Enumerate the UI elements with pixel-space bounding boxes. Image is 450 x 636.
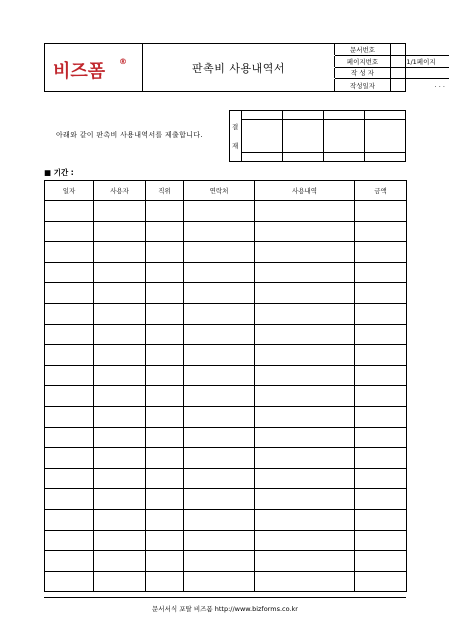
- cell-usage[interactable]: [255, 345, 355, 366]
- cell-amount[interactable]: [355, 551, 407, 572]
- cell-position[interactable]: [146, 283, 184, 304]
- cell-usage[interactable]: [255, 324, 355, 345]
- table-row: [45, 262, 407, 283]
- cell-date[interactable]: [45, 365, 94, 386]
- cell-position[interactable]: [146, 242, 184, 263]
- cell-date[interactable]: [45, 221, 94, 242]
- table-row: [45, 427, 407, 448]
- cell-amount[interactable]: [355, 283, 407, 304]
- table-row: [45, 571, 407, 592]
- cell-user[interactable]: [94, 365, 146, 386]
- cell-contact[interactable]: [184, 427, 255, 448]
- cell-contact[interactable]: [184, 262, 255, 283]
- cell-contact[interactable]: [184, 489, 255, 510]
- approval-divider: [241, 152, 405, 153]
- cell-usage[interactable]: [255, 386, 355, 407]
- meta-label: 페이지번호: [334, 56, 391, 67]
- cell-user[interactable]: [94, 345, 146, 366]
- approval-label-bottom: 재: [232, 142, 239, 150]
- table-row: [45, 489, 407, 510]
- document-header: [44, 43, 445, 92]
- cell-date[interactable]: [45, 242, 94, 263]
- cell-amount[interactable]: [355, 468, 407, 489]
- cell-amount[interactable]: [355, 345, 407, 366]
- cell-amount[interactable]: [355, 262, 407, 283]
- approval-label-top: 결: [232, 123, 239, 131]
- table-row: [45, 448, 407, 469]
- table-row: [45, 551, 407, 572]
- cell-position[interactable]: [146, 345, 184, 366]
- cell-position[interactable]: [146, 571, 184, 592]
- cell-amount[interactable]: [355, 530, 407, 551]
- cell-position[interactable]: [146, 427, 184, 448]
- cell-contact[interactable]: [184, 365, 255, 386]
- cell-date[interactable]: [45, 303, 94, 324]
- cell-position[interactable]: [146, 551, 184, 572]
- cell-usage[interactable]: [255, 530, 355, 551]
- meta-row-date: [335, 79, 449, 91]
- cell-usage[interactable]: [255, 262, 355, 283]
- cell-position[interactable]: [146, 324, 184, 345]
- approval-box: [229, 110, 406, 162]
- cell-usage[interactable]: [255, 427, 355, 448]
- header-date: 일자: [45, 181, 94, 201]
- cell-usage[interactable]: [255, 468, 355, 489]
- cell-contact[interactable]: [184, 345, 255, 366]
- meta-row-doc-number: [335, 44, 449, 56]
- cell-amount[interactable]: [355, 406, 407, 427]
- approval-divider: [241, 119, 405, 120]
- cell-user[interactable]: [94, 201, 146, 222]
- cell-usage[interactable]: [255, 489, 355, 510]
- cell-user[interactable]: [94, 427, 146, 448]
- header-position: 직위: [146, 181, 184, 201]
- footer-divider: [44, 597, 406, 598]
- table-row: [45, 283, 407, 304]
- cell-contact[interactable]: [184, 386, 255, 407]
- cell-date[interactable]: [45, 345, 94, 366]
- cell-date[interactable]: [45, 571, 94, 592]
- table-row: [45, 221, 407, 242]
- cell-user[interactable]: [94, 303, 146, 324]
- cell-contact[interactable]: [184, 406, 255, 427]
- cell-amount[interactable]: [355, 303, 407, 324]
- header-contact: 연락처: [184, 181, 255, 201]
- period-label: ■ 기간 :: [44, 168, 74, 177]
- cell-usage[interactable]: [255, 242, 355, 263]
- cell-date[interactable]: [45, 448, 94, 469]
- document-title: 판촉비 사용내역서: [191, 61, 285, 75]
- cell-contact[interactable]: [184, 324, 255, 345]
- logo-text: 비즈폼: [53, 61, 106, 82]
- cell-usage[interactable]: [255, 365, 355, 386]
- cell-usage[interactable]: [255, 571, 355, 592]
- cell-date[interactable]: [45, 530, 94, 551]
- cell-amount[interactable]: [355, 386, 407, 407]
- cell-contact[interactable]: [184, 509, 255, 530]
- document-meta: [335, 44, 445, 91]
- table-row: [45, 201, 407, 222]
- cell-user[interactable]: [94, 489, 146, 510]
- cell-date[interactable]: [45, 386, 94, 407]
- table-row: [45, 324, 407, 345]
- cell-amount[interactable]: [355, 509, 407, 530]
- table-row: [45, 242, 407, 263]
- cell-date[interactable]: [45, 201, 94, 222]
- cell-usage[interactable]: [255, 303, 355, 324]
- table-row: [45, 509, 407, 530]
- cell-date[interactable]: [45, 283, 94, 304]
- intro-text: 아래와 같이 판촉비 사용내역서를 제출합니다.: [56, 131, 203, 139]
- header-amount: 금액: [355, 181, 407, 201]
- cell-position[interactable]: [146, 509, 184, 530]
- cell-usage[interactable]: [255, 283, 355, 304]
- header-usage: 사용내역: [255, 181, 355, 201]
- meta-label: 작 성 자: [334, 68, 391, 79]
- cell-amount[interactable]: [355, 448, 407, 469]
- table-row: [45, 365, 407, 386]
- cell-position[interactable]: [146, 530, 184, 551]
- header-user: 사용자: [94, 181, 146, 201]
- cell-usage[interactable]: [255, 221, 355, 242]
- meta-row-page-number: [335, 56, 449, 68]
- cell-user[interactable]: [94, 468, 146, 489]
- cell-user[interactable]: [94, 324, 146, 345]
- meta-value[interactable]: . . .: [434, 81, 445, 90]
- logo: [45, 44, 143, 91]
- table-row: [45, 386, 407, 407]
- cell-usage[interactable]: [255, 448, 355, 469]
- cell-amount[interactable]: [355, 242, 407, 263]
- cell-position[interactable]: [146, 201, 184, 222]
- cell-usage[interactable]: [255, 406, 355, 427]
- table-row: [45, 406, 407, 427]
- table-row: [45, 530, 407, 551]
- cell-position[interactable]: [146, 303, 184, 324]
- cell-contact[interactable]: [184, 551, 255, 572]
- cell-user[interactable]: [94, 386, 146, 407]
- footer-text: 문서서식 포탈 비즈폼 http://www.bizforms.co.kr: [152, 605, 298, 613]
- cell-usage[interactable]: [255, 509, 355, 530]
- cell-contact[interactable]: [184, 468, 255, 489]
- cell-usage[interactable]: [255, 201, 355, 222]
- cell-amount[interactable]: [355, 365, 407, 386]
- meta-label: 작성일자: [334, 79, 391, 91]
- table-row: [45, 345, 407, 366]
- meta-row-author: [335, 68, 449, 80]
- cell-date[interactable]: [45, 427, 94, 448]
- cell-position[interactable]: [146, 386, 184, 407]
- expense-table: [44, 180, 407, 592]
- cell-date[interactable]: [45, 468, 94, 489]
- registered-mark: ®: [119, 57, 127, 66]
- cell-contact[interactable]: [184, 221, 255, 242]
- cell-user[interactable]: [94, 448, 146, 469]
- cell-position[interactable]: [146, 448, 184, 469]
- cell-user[interactable]: [94, 262, 146, 283]
- cell-contact[interactable]: [184, 283, 255, 304]
- cell-position[interactable]: [146, 489, 184, 510]
- cell-date[interactable]: [45, 262, 94, 283]
- table-body: [45, 201, 407, 592]
- meta-value[interactable]: [391, 68, 450, 79]
- meta-value[interactable]: 1/1페이지: [406, 57, 436, 66]
- cell-user[interactable]: [94, 509, 146, 530]
- meta-label: 문서번호: [334, 44, 391, 55]
- cell-amount[interactable]: [355, 489, 407, 510]
- table-row: [45, 303, 407, 324]
- meta-value[interactable]: [391, 44, 450, 55]
- cell-user[interactable]: [94, 283, 146, 304]
- cell-usage[interactable]: [255, 551, 355, 572]
- cell-date[interactable]: [45, 324, 94, 345]
- cell-date[interactable]: [45, 406, 94, 427]
- cell-date[interactable]: [45, 489, 94, 510]
- cell-contact[interactable]: [184, 448, 255, 469]
- cell-position[interactable]: [146, 468, 184, 489]
- cell-contact[interactable]: [184, 303, 255, 324]
- cell-contact[interactable]: [184, 242, 255, 263]
- cell-position[interactable]: [146, 221, 184, 242]
- table-row: [45, 468, 407, 489]
- cell-position[interactable]: [146, 365, 184, 386]
- cell-amount[interactable]: [355, 221, 407, 242]
- cell-user[interactable]: [94, 551, 146, 572]
- cell-user[interactable]: [94, 530, 146, 551]
- table-header-row: [45, 181, 407, 201]
- cell-position[interactable]: [146, 262, 184, 283]
- cell-amount[interactable]: [355, 427, 407, 448]
- cell-amount[interactable]: [355, 571, 407, 592]
- cell-date[interactable]: [45, 509, 94, 530]
- cell-user[interactable]: [94, 571, 146, 592]
- cell-date[interactable]: [45, 551, 94, 572]
- cell-contact[interactable]: [184, 201, 255, 222]
- cell-contact[interactable]: [184, 571, 255, 592]
- cell-user[interactable]: [94, 242, 146, 263]
- cell-position[interactable]: [146, 406, 184, 427]
- cell-contact[interactable]: [184, 530, 255, 551]
- cell-user[interactable]: [94, 221, 146, 242]
- cell-amount[interactable]: [355, 201, 407, 222]
- cell-user[interactable]: [94, 406, 146, 427]
- cell-amount[interactable]: [355, 324, 407, 345]
